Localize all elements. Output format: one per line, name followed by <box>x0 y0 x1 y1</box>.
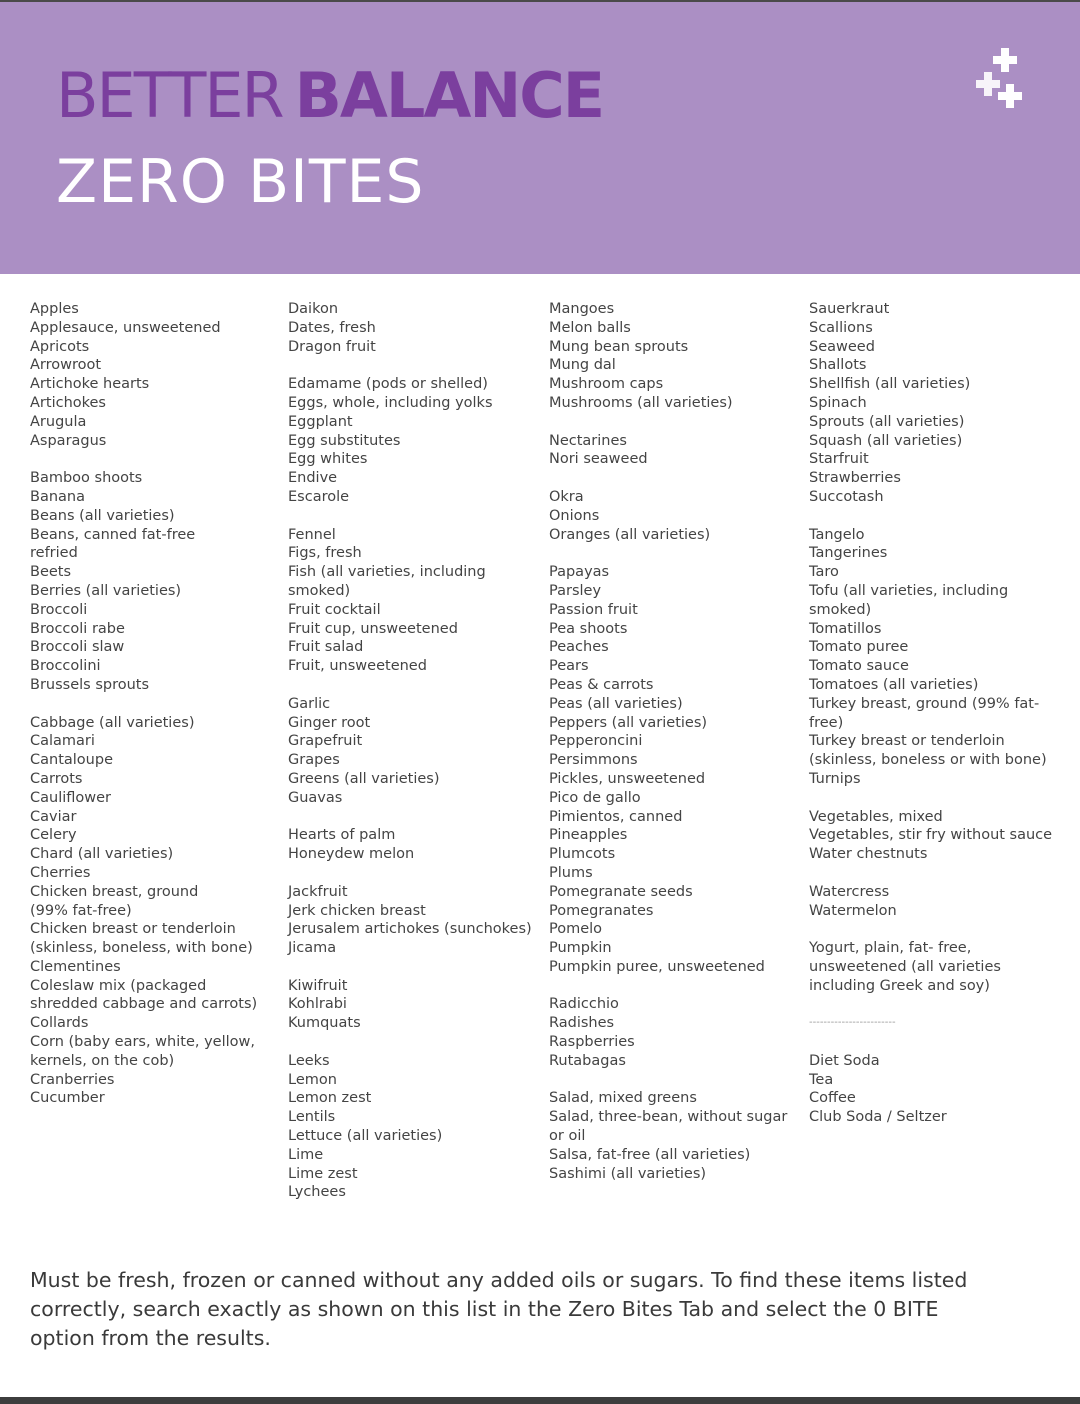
list-item: Artichoke hearts <box>30 376 150 393</box>
list-item: Lime <box>288 1146 324 1163</box>
brand-title-light: BETTER <box>56 59 283 132</box>
list-item: Cauliflower <box>30 789 112 806</box>
list-item: Tea <box>809 1071 834 1088</box>
list-item: Fruit salad <box>288 639 364 656</box>
list-item: Tangelo <box>809 526 865 543</box>
list-item: Pears <box>549 658 589 675</box>
list-item: Apricots <box>30 338 90 355</box>
list-item: Chicken breast, ground <box>30 883 199 900</box>
list-item: Water chestnuts <box>809 846 928 863</box>
list-item: Nectarines <box>549 432 627 449</box>
list-item: Carrots <box>30 770 83 787</box>
list-item: Lentils <box>288 1109 336 1126</box>
list-spacer <box>809 920 1069 939</box>
list-item: Cabbage (all varieties) <box>30 714 195 731</box>
list-item: free) <box>809 714 844 731</box>
list-item: Eggplant <box>288 413 353 430</box>
list-item: Hearts of palm <box>288 827 396 844</box>
list-item: Kumquats <box>288 1015 361 1032</box>
food-column-1 <box>30 300 280 1108</box>
list-item: Sashimi (all varieties) <box>549 1165 707 1182</box>
list-item: Taro <box>809 564 839 581</box>
list-item: Brussels sprouts <box>30 676 150 693</box>
list-item: Squash (all varieties) <box>809 432 963 449</box>
list-item: Strawberries <box>809 470 901 487</box>
list-item: Tomatoes (all varieties) <box>809 676 979 693</box>
list-item: Fruit cup, unsweetened <box>288 620 458 637</box>
list-item: Oranges (all varieties) <box>549 526 711 543</box>
list-item: Fruit cocktail <box>288 601 381 618</box>
list-spacer <box>288 1033 543 1052</box>
list-item: Jerk chicken breast <box>288 902 426 919</box>
list-item: refried <box>30 545 78 562</box>
list-item: Fennel <box>288 526 336 543</box>
list-item: Broccoli slaw <box>30 639 125 656</box>
list-spacer <box>288 808 543 827</box>
food-column-2 <box>288 300 543 1202</box>
list-item: Lettuce (all varieties) <box>288 1128 443 1145</box>
list-item: Pico de gallo <box>549 789 641 806</box>
list-item: Chicken breast or tenderloin <box>30 921 236 938</box>
list-item: Berries (all varieties) <box>30 582 182 599</box>
list-item: Coleslaw mix (packaged <box>30 977 207 994</box>
list-item: Tomato puree <box>809 639 909 656</box>
list-item: kernels, on the cob) <box>30 1052 175 1069</box>
list-item: Yogurt, plain, fat- free, <box>809 940 972 957</box>
list-item: Cherries <box>30 864 91 881</box>
list-spacer <box>809 507 1069 526</box>
list-item: Tomatillos <box>809 620 882 637</box>
list-item: Broccolini <box>30 658 101 675</box>
list-item: Beans (all varieties) <box>30 507 175 524</box>
footer-note: Must be fresh, frozen or canned without any added oils or sugars. To find these items listed correctly, search exactly as shown on this list in the Zero Bites Tab and select the 0 BITE option from the results. <box>30 1268 968 1350</box>
list-item: Figs, fresh <box>288 545 362 562</box>
list-item: Calamari <box>30 733 95 750</box>
list-item: smoked) <box>288 582 351 599</box>
list-spacer <box>809 789 1069 808</box>
list-item: Applesauce, unsweetened <box>30 319 221 336</box>
list-item: Seaweed <box>809 338 875 355</box>
list-item: Tangerines <box>809 545 888 562</box>
list-item: Tomato sauce <box>809 658 909 675</box>
list-item: Coffee <box>809 1090 856 1107</box>
list-spacer <box>809 864 1069 883</box>
list-item: Banana <box>30 488 85 505</box>
list-spacer <box>549 977 804 996</box>
list-item: Turkey breast or tenderloin <box>809 733 1005 750</box>
three-plus-signs-icon <box>974 46 1026 112</box>
brand-title <box>56 58 603 134</box>
list-item: Grapefruit <box>288 733 363 750</box>
list-item: Salad, mixed greens <box>549 1090 697 1107</box>
list-item: Artichokes <box>30 394 106 411</box>
list-item: Radishes <box>549 1015 615 1032</box>
list-item: Dates, fresh <box>288 319 376 336</box>
list-item: Leeks <box>288 1052 330 1069</box>
list-item: Onions <box>549 507 600 524</box>
list-item: Arrowroot <box>30 357 102 374</box>
list-item: Jerusalem artichokes (sunchokes) <box>288 921 532 938</box>
list-item: including Greek and soy) <box>809 977 990 994</box>
list-item: Edamame (pods or shelled) <box>288 376 488 393</box>
list-item: Rutabagas <box>549 1052 626 1069</box>
list-item: shredded cabbage and carrots) <box>30 996 258 1013</box>
list-spacer <box>809 995 1069 1014</box>
list-item: Peas & carrots <box>549 676 654 693</box>
list-item: Pomelo <box>549 921 603 938</box>
list-item: Peaches <box>549 639 609 656</box>
list-item: Pomegranates <box>549 902 654 919</box>
header-banner <box>0 2 1080 274</box>
list-spacer <box>288 676 543 695</box>
list-item: (99% fat-free) <box>30 902 132 919</box>
list-spacer <box>30 450 280 469</box>
page-title: ZERO BITES <box>56 147 425 217</box>
list-item: Egg substitutes <box>288 432 401 449</box>
list-spacer <box>549 469 804 488</box>
list-item: Broccoli rabe <box>30 620 125 637</box>
list-item: Eggs, whole, including yolks <box>288 394 493 411</box>
list-spacer <box>288 507 543 526</box>
list-spacer <box>549 544 804 563</box>
food-column-4 <box>809 300 1069 1127</box>
list-item: Guavas <box>288 789 343 806</box>
section-divider: ------------------------ <box>809 1017 896 1029</box>
list-spacer <box>288 356 543 375</box>
list-item: Cantaloupe <box>30 752 113 769</box>
list-item: (skinless, boneless or with bone) <box>809 752 1047 769</box>
list-item: Shellfish (all varieties) <box>809 376 971 393</box>
food-column-3 <box>549 300 804 1183</box>
list-item: Pumpkin puree, unsweetened <box>549 958 765 975</box>
list-item: Jicama <box>288 940 337 957</box>
list-item: Clementines <box>30 958 121 975</box>
list-item: Honeydew melon <box>288 846 415 863</box>
list-item: Plums <box>549 864 593 881</box>
list-item: Kiwifruit <box>288 977 348 994</box>
list-item: unsweetened (all varieties <box>809 958 1001 975</box>
list-item: Collards <box>30 1015 89 1032</box>
list-spacer <box>549 413 804 432</box>
list-item: Plumcots <box>549 846 616 863</box>
list-item: Grapes <box>288 752 340 769</box>
list-item: Cucumber <box>30 1090 105 1107</box>
list-item: Starfruit <box>809 451 869 468</box>
list-spacer <box>288 958 543 977</box>
list-item: Caviar <box>30 808 77 825</box>
list-spacer <box>549 1071 804 1090</box>
list-item: Sprouts (all varieties) <box>809 413 965 430</box>
list-item: Melon balls <box>549 319 631 336</box>
list-item: Mangoes <box>549 301 615 317</box>
list-item: Persimmons <box>549 752 638 769</box>
list-item: or oil <box>549 1128 586 1145</box>
list-item: Pickles, unsweetened <box>549 770 706 787</box>
list-item: Mushrooms (all varieties) <box>549 394 733 411</box>
list-item: Asparagus <box>30 432 107 449</box>
bottom-border <box>0 1397 1080 1404</box>
list-item: Fruit, unsweetened <box>288 658 427 675</box>
list-item: Dragon fruit <box>288 338 376 355</box>
list-item: Vegetables, mixed <box>809 808 943 825</box>
list-item: Peppers (all varieties) <box>549 714 708 731</box>
list-item: Corn (baby ears, white, yellow, <box>30 1034 255 1051</box>
list-item: Pepperoncini <box>549 733 643 750</box>
list-item: Spinach <box>809 394 867 411</box>
list-item: Jackfruit <box>288 883 348 900</box>
list-item: Scallions <box>809 319 873 336</box>
list-item: Pineapples <box>549 827 628 844</box>
list-spacer <box>30 695 280 714</box>
list-item: Cranberries <box>30 1071 115 1088</box>
list-item: Raspberries <box>549 1034 635 1051</box>
list-item: Pumpkin <box>549 940 612 957</box>
list-item: Nori seaweed <box>549 451 648 468</box>
list-item: Celery <box>30 827 77 844</box>
list-item: Watermelon <box>809 902 897 919</box>
list-item: Radicchio <box>549 996 619 1013</box>
list-item: Endive <box>288 470 338 487</box>
list-item: Turnips <box>809 770 861 787</box>
list-item: Mung dal <box>549 357 616 374</box>
list-item: Passion fruit <box>549 601 638 618</box>
list-item: Mung bean sprouts <box>549 338 689 355</box>
list-item: Lychees <box>288 1184 346 1201</box>
list-item: Greens (all varieties) <box>288 770 440 787</box>
list-item: Beans, canned fat-free <box>30 526 196 543</box>
list-item: Escarole <box>288 488 350 505</box>
list-item: Garlic <box>288 695 331 712</box>
brand-title-bold: BALANCE <box>294 59 604 132</box>
food-list <box>0 300 1080 1220</box>
list-item: Apples <box>30 301 79 317</box>
list-item: Ginger root <box>288 714 371 731</box>
list-item: Watercress <box>809 883 890 900</box>
list-item: Vegetables, stir fry without sauce <box>809 827 1053 844</box>
list-item: Shallots <box>809 357 867 374</box>
list-item: (skinless, boneless, with bone) <box>30 940 253 957</box>
list-item: Diet Soda <box>809 1052 880 1069</box>
list-item: Daikon <box>288 301 339 317</box>
list-item: Pomegranate seeds <box>549 883 693 900</box>
list-item: Chard (all varieties) <box>30 846 174 863</box>
list-spacer <box>809 1033 1069 1052</box>
list-item: Turkey breast, ground (99% fat- <box>809 695 1040 712</box>
list-item: Parsley <box>549 582 602 599</box>
list-item: Broccoli <box>30 601 88 618</box>
list-item: Fish (all varieties, including <box>288 564 486 581</box>
list-item: Tofu (all varieties, including <box>809 582 1009 599</box>
list-item: Lemon zest <box>288 1090 372 1107</box>
list-item: Pea shoots <box>549 620 628 637</box>
list-item: Pimientos, canned <box>549 808 683 825</box>
list-item: Kohlrabi <box>288 996 347 1013</box>
list-item: Okra <box>549 488 584 505</box>
list-item: smoked) <box>809 601 872 618</box>
list-item: Egg whites <box>288 451 368 468</box>
list-item: Papayas <box>549 564 610 581</box>
list-item: Sauerkraut <box>809 301 890 317</box>
list-item: Beets <box>30 564 72 581</box>
list-item: Succotash <box>809 488 884 505</box>
list-item: Arugula <box>30 413 87 430</box>
list-item: Salsa, fat-free (all varieties) <box>549 1146 751 1163</box>
list-spacer <box>288 864 543 883</box>
list-item: Club Soda / Seltzer <box>809 1109 947 1126</box>
list-item: Lemon <box>288 1071 337 1088</box>
list-item: Peas (all varieties) <box>549 695 683 712</box>
list-item: Lime zest <box>288 1165 358 1182</box>
list-item: Bamboo shoots <box>30 470 143 487</box>
list-item: Salad, three-bean, without sugar <box>549 1109 788 1126</box>
list-item: Mushroom caps <box>549 376 664 393</box>
